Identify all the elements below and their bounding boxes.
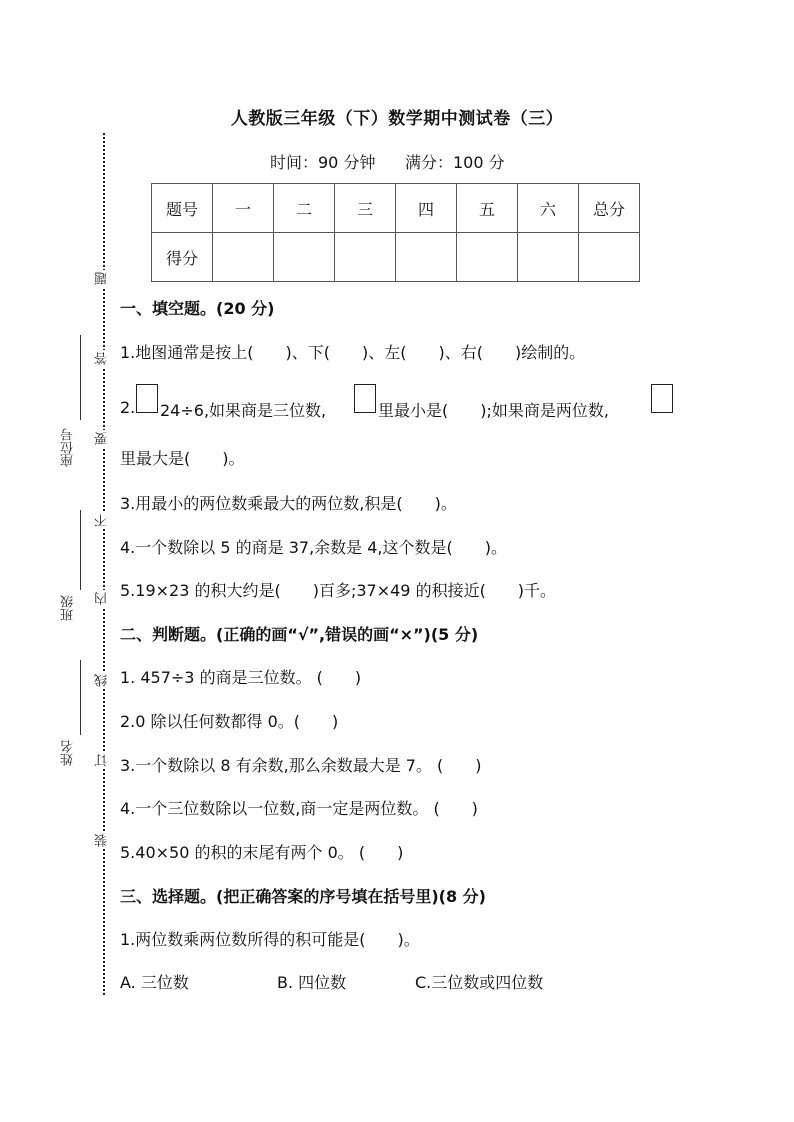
score-cell[interactable] <box>335 233 396 282</box>
binding-word: 内 <box>95 592 110 605</box>
score-cell[interactable] <box>518 233 579 282</box>
answer-box[interactable] <box>651 384 673 413</box>
score-row-label: 得分 <box>152 233 213 282</box>
exam-title: 人教版三年级（下）数学期中测试卷（三） <box>230 109 564 129</box>
s3-option-a[interactable]: A. 三位数 <box>120 973 189 992</box>
s1-question-2-part1: 24÷6,如果商是三位数, <box>160 401 327 420</box>
s1-question-5: 5.19×23 的积大约是( )百多;37×49 的积接近( )千。 <box>120 581 557 600</box>
name-underline <box>80 660 81 735</box>
s3-question-1: 1.两位数乘两位数所得的积可能是( )。 <box>120 930 420 949</box>
exam-full-score: 满分：100 分 <box>405 153 505 172</box>
binding-word: 线 <box>95 674 110 687</box>
exam-time: 时间：90 分钟 <box>270 153 376 172</box>
s1-question-2-part3: 里最大是( )。 <box>120 449 245 468</box>
score-cell[interactable] <box>213 233 274 282</box>
section-3-title: 三、选择题。(把正确答案的序号填在括号里)(8 分) <box>120 887 486 906</box>
s2-question-2: 2.0 除以任何数都得 0。( ) <box>120 712 339 731</box>
s3-option-c[interactable]: C.三位数或四位数 <box>415 973 544 992</box>
s3-option-b[interactable]: B. 四位数 <box>277 973 347 992</box>
s1-question-1: 1.地图通常是按上( )、下( )、左( )、右( )绘制的。 <box>120 343 586 362</box>
score-header-cell: 六 <box>518 184 579 233</box>
s2-question-1: 1. 457÷3 的商是三位数。 ( ) <box>120 668 362 687</box>
binding-dotted-line <box>103 133 105 995</box>
s2-question-4: 4.一个三位数除以一位数,商一定是两位数。 ( ) <box>120 799 478 818</box>
section-2-title: 二、判断题。(正确的画“√”,错误的画“×”)(5 分) <box>120 625 479 644</box>
s1-question-2-number: 2. <box>120 398 136 417</box>
score-cell[interactable] <box>396 233 457 282</box>
answer-box[interactable] <box>354 384 376 413</box>
class-label[interactable]: 班级 <box>61 595 76 621</box>
s1-question-2-part2: 里最小是( );如果商是两位数, <box>378 401 609 420</box>
s1-question-3: 3.用最小的两位数乘最大的两位数,积是( )。 <box>120 494 457 513</box>
name-label[interactable]: 姓名 <box>61 740 76 766</box>
binding-word: 不 <box>95 514 110 527</box>
score-header-cell: 二 <box>274 184 335 233</box>
score-header-cell: 题号 <box>152 184 213 233</box>
binding-word: 题 <box>95 272 110 285</box>
answer-box[interactable] <box>136 384 158 413</box>
binding-word: 答 <box>95 352 110 365</box>
score-header-cell: 五 <box>457 184 518 233</box>
score-table <box>151 183 640 282</box>
binding-word: 装 <box>95 834 110 847</box>
score-table-header-row <box>152 184 640 233</box>
score-header-cell: 四 <box>396 184 457 233</box>
seat-label[interactable]: 座位号 <box>61 428 76 467</box>
s2-question-3: 3.一个数除以 8 有余数,那么余数最大是 7。 ( ) <box>120 756 482 775</box>
score-header-cell: 三 <box>335 184 396 233</box>
score-cell[interactable] <box>274 233 335 282</box>
class-underline <box>80 510 81 590</box>
binding-word: 订 <box>95 754 110 767</box>
score-header-cell: 一 <box>213 184 274 233</box>
score-header-cell: 总分 <box>579 184 640 233</box>
score-cell[interactable] <box>457 233 518 282</box>
s1-question-4: 4.一个数除以 5 的商是 37,余数是 4,这个数是( )。 <box>120 538 507 557</box>
seat-underline <box>80 335 81 420</box>
s2-question-5: 5.40×50 的积的末尾有两个 0。 ( ) <box>120 843 404 862</box>
binding-word: 要 <box>95 432 110 445</box>
score-table-score-row <box>152 233 640 282</box>
section-1-title: 一、填空题。(20 分) <box>120 299 275 318</box>
score-cell[interactable] <box>579 233 640 282</box>
